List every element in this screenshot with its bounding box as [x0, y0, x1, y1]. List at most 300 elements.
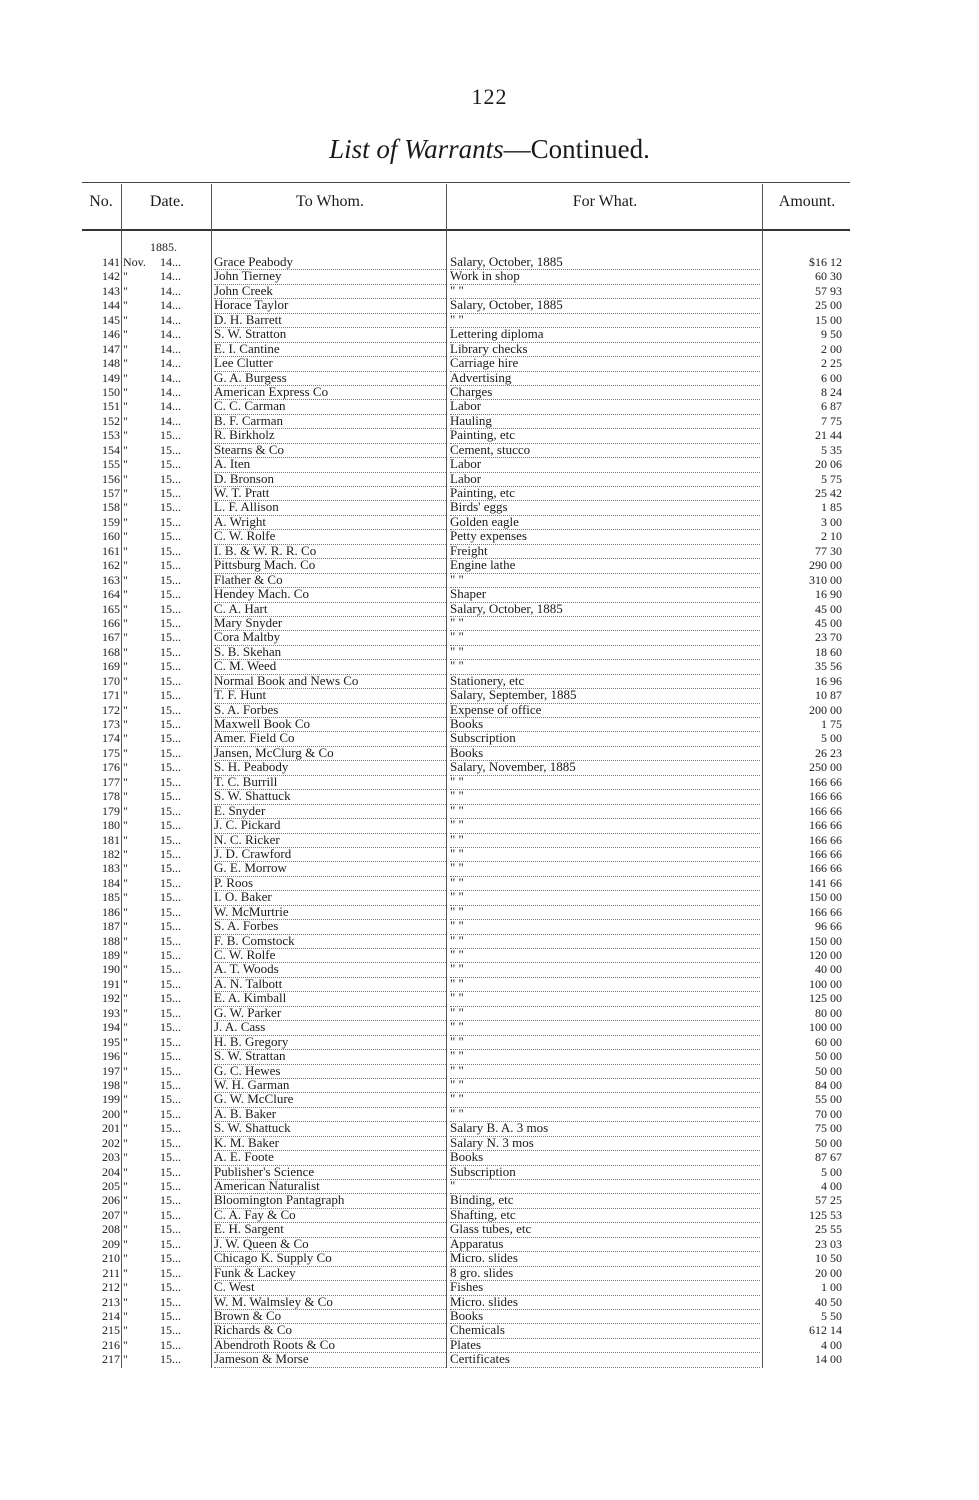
table-row: [82, 804, 850, 818]
warrant-day: 15...: [160, 1222, 181, 1237]
payment-purpose: Advertising: [450, 371, 760, 386]
warrant-number: 156: [102, 471, 120, 486]
table-row: [82, 1150, 850, 1164]
payment-amount: 20 06: [815, 457, 842, 472]
warrant-month: ": [123, 399, 128, 414]
warrant-month: ": [123, 558, 128, 573]
payee-name: W. McMurtrie: [214, 905, 446, 920]
payment-amount: 23 70: [815, 630, 842, 645]
warrant-number: 213: [102, 1294, 120, 1309]
warrant-number: 185: [102, 890, 120, 905]
payment-amount: 60 00: [815, 1034, 842, 1049]
warrant-day: 14...: [160, 283, 181, 298]
warrant-day: 15...: [160, 1179, 181, 1193]
table-row: [82, 876, 850, 890]
warrant-month: ": [123, 1121, 128, 1136]
payee-name: E. H. Sargent: [214, 1222, 446, 1237]
payment-amount: 50 00: [815, 1063, 842, 1078]
warrant-number: 144: [102, 298, 120, 313]
payee-name: Maxwell Book Co: [214, 717, 446, 732]
payment-amount: 166 66: [809, 846, 842, 861]
table-row: [82, 1237, 850, 1251]
warrant-day: 15...: [160, 717, 181, 731]
table-row: [82, 529, 850, 543]
payee-name: Jameson & Morse: [214, 1352, 446, 1367]
warrant-month: ": [123, 745, 128, 760]
warrant-day: 15...: [160, 1207, 181, 1222]
warrant-day: 15...: [160, 904, 181, 919]
warrant-number: 148: [102, 356, 120, 371]
payment-purpose: Charges: [450, 385, 760, 400]
payment-purpose: Books: [450, 717, 760, 732]
warrant-number: 165: [102, 601, 120, 616]
warrant-day: 15...: [160, 1352, 181, 1367]
table-row: [82, 674, 850, 688]
table-row: [82, 948, 850, 962]
payment-purpose: Salary B. A. 3 mos: [450, 1121, 760, 1136]
warrant-day: 14...: [160, 298, 181, 313]
table-row: [82, 890, 850, 904]
payment-purpose: " ": [450, 1064, 760, 1079]
warrant-month: ": [123, 1135, 128, 1150]
warrant-day: 14...: [160, 399, 181, 414]
payee-name: E. Snyder: [214, 804, 446, 819]
warrant-day: 15...: [160, 861, 181, 876]
payment-amount: 57 25: [815, 1193, 842, 1208]
payment-amount: 2 25: [821, 356, 842, 371]
payee-name: John Creek: [214, 284, 446, 299]
warrant-day: 15...: [160, 1049, 181, 1064]
payment-amount: 5 00: [821, 731, 842, 746]
payment-purpose: " ": [450, 573, 760, 588]
warrant-number: 199: [102, 1092, 120, 1107]
payment-amount: 26 23: [815, 745, 842, 760]
warrant-day: 15...: [160, 774, 181, 789]
payment-purpose: " ": [450, 948, 760, 963]
table-row: [82, 645, 850, 659]
warrant-number: 202: [102, 1135, 120, 1150]
payee-name: S. W. Shattuck: [214, 789, 446, 804]
table-row: [82, 1179, 850, 1193]
payee-name: Bloomington Pantagraph: [214, 1193, 446, 1208]
payment-amount: 1 00: [821, 1280, 842, 1295]
warrant-day: 15...: [160, 601, 181, 616]
warrant-month: ": [123, 1308, 128, 1323]
table-row: [82, 399, 850, 413]
payee-name: G. W. Parker: [214, 1006, 446, 1021]
warrant-day: 15...: [160, 702, 181, 717]
warrant-month: ": [123, 731, 128, 746]
payment-amount: 25 55: [815, 1222, 842, 1237]
payment-purpose: " ": [450, 833, 760, 848]
warrant-day: 15...: [160, 760, 181, 775]
warrant-number: 183: [102, 861, 120, 876]
warrant-number: 151: [102, 399, 120, 414]
payee-name: Horace Taylor: [214, 298, 446, 313]
payee-name: A. T. Woods: [214, 962, 446, 977]
warrant-number: 155: [102, 457, 120, 472]
payment-amount: 5 75: [821, 471, 842, 486]
payment-amount: 6 87: [821, 399, 842, 414]
warrant-number: 173: [102, 717, 120, 731]
payee-name: G. E. Morrow: [214, 861, 446, 876]
table-row: [82, 1165, 850, 1179]
warrant-month: ": [123, 1106, 128, 1121]
payment-amount: 3 00: [821, 514, 842, 529]
warrant-month: ": [123, 803, 128, 818]
warrant-day: 15...: [160, 1308, 181, 1323]
table-row: [82, 616, 850, 630]
payment-amount: 166 66: [809, 832, 842, 847]
payee-name: W. T. Pratt: [214, 486, 446, 501]
table-row: [82, 977, 850, 991]
warrant-day: 15...: [160, 832, 181, 847]
payee-name: I. O. Baker: [214, 890, 446, 905]
warrant-number: 200: [102, 1106, 120, 1121]
warrant-day: 15...: [160, 1265, 181, 1280]
warrant-month: ": [123, 1207, 128, 1222]
warrant-day: 15...: [160, 745, 181, 760]
warrant-month: ": [123, 717, 128, 731]
payee-name: Chicago K. Supply Co: [214, 1251, 446, 1266]
payment-purpose: " ": [450, 616, 760, 631]
payment-purpose: " ": [450, 1020, 760, 1035]
warrant-day: 15...: [160, 558, 181, 573]
warrant-number: 178: [102, 789, 120, 804]
warrant-month: ": [123, 442, 128, 457]
warrant-day: 14...: [160, 269, 181, 284]
payee-name: T. F. Hunt: [214, 688, 446, 703]
warrant-number: 159: [102, 514, 120, 529]
warrant-day: 15...: [160, 587, 181, 602]
warrant-month: ": [123, 486, 128, 500]
table-row: [82, 688, 850, 702]
warrant-day: 15...: [160, 1193, 181, 1208]
warrant-day: 15...: [160, 1005, 181, 1020]
warrant-number: 167: [102, 630, 120, 645]
warrant-number: 164: [102, 587, 120, 602]
payment-purpose: Books: [450, 1150, 760, 1165]
payment-amount: 166 66: [809, 789, 842, 804]
payee-name: J. W. Queen & Co: [214, 1237, 446, 1252]
payment-amount: 96 66: [815, 919, 842, 934]
table-row: [82, 1208, 850, 1222]
table-row: [82, 775, 850, 789]
warrant-day: 14...: [160, 370, 181, 385]
warrant-month: ": [123, 269, 128, 284]
payment-amount: 16 90: [815, 587, 842, 602]
payee-name: R. Birkholz: [214, 428, 446, 443]
table-row: [82, 1338, 850, 1352]
payment-amount: 150 00: [809, 890, 842, 905]
payee-name: T. C. Burrill: [214, 775, 446, 790]
warrant-day: 15...: [160, 471, 181, 486]
payee-name: A. Wright: [214, 515, 446, 530]
payee-name: E. A. Kimball: [214, 991, 446, 1006]
payment-amount: 87 67: [815, 1150, 842, 1165]
table-row: [82, 1323, 850, 1337]
payment-amount: 166 66: [809, 803, 842, 818]
payment-amount: 150 00: [809, 933, 842, 948]
payment-amount: 70 00: [815, 1106, 842, 1121]
warrant-month: ": [123, 976, 128, 991]
payment-purpose: Engine lathe: [450, 558, 760, 573]
warrant-day: 15...: [160, 659, 181, 674]
table-row: [82, 1035, 850, 1049]
payment-purpose: Stationery, etc: [450, 674, 760, 689]
warrant-number: 150: [102, 384, 120, 399]
warrant-month: ": [123, 1280, 128, 1295]
warrant-day: 15...: [160, 948, 181, 962]
table-row: [82, 1309, 850, 1323]
payee-name: P. Roos: [214, 876, 446, 891]
payment-purpose: Work in shop: [450, 269, 760, 284]
warrant-month: ": [123, 428, 128, 443]
payment-amount: 7 75: [821, 413, 842, 428]
warrant-day: 15...: [160, 789, 181, 804]
warrant-month: ": [123, 572, 128, 587]
warrant-month: ": [123, 1005, 128, 1020]
payment-amount: 125 53: [809, 1207, 842, 1222]
warrant-day: 14...: [160, 341, 181, 356]
warrant-number: 176: [102, 760, 120, 775]
table-row: [82, 269, 850, 283]
payment-amount: 9 50: [821, 327, 842, 342]
warrant-month: ": [123, 1179, 128, 1193]
table-row: [82, 934, 850, 948]
payment-purpose: " ": [450, 890, 760, 905]
warrant-day: 15...: [160, 818, 181, 833]
warrant-month: ": [123, 1034, 128, 1049]
payment-purpose: Certificates: [450, 1352, 760, 1367]
payee-name: A. B. Baker: [214, 1107, 446, 1122]
payment-purpose: Expense of office: [450, 703, 760, 718]
payment-amount: $16 12: [809, 255, 842, 269]
warrant-month: ": [123, 298, 128, 313]
payment-amount: 166 66: [809, 861, 842, 876]
warrant-day: 14...: [160, 312, 181, 327]
payment-purpose: " ": [450, 630, 760, 645]
payee-name: S. W. Strattan: [214, 1049, 446, 1064]
warrant-month: ": [123, 283, 128, 298]
warrant-number: 217: [102, 1352, 120, 1367]
warrant-day: 15...: [160, 919, 181, 934]
table-row: [82, 1092, 850, 1106]
payee-name: Normal Book and News Co: [214, 674, 446, 689]
table-row: [82, 1266, 850, 1280]
payee-name: S. B. Skehan: [214, 645, 446, 660]
payee-name: G. C. Hewes: [214, 1064, 446, 1079]
warrant-month: ": [123, 1092, 128, 1107]
warrant-day: 15...: [160, 1034, 181, 1049]
warrant-number: 163: [102, 572, 120, 587]
warrant-month: ": [123, 327, 128, 342]
table-row: [82, 284, 850, 298]
warrant-month: ": [123, 760, 128, 775]
table-row: [82, 298, 850, 312]
payment-purpose: Carriage hire: [450, 356, 760, 371]
table-row: [82, 1352, 850, 1366]
payment-amount: 5 35: [821, 442, 842, 457]
warrant-month: ": [123, 543, 128, 558]
warrant-month: ": [123, 991, 128, 1006]
warrant-month: ": [123, 384, 128, 399]
payment-purpose: " ": [450, 991, 760, 1006]
payment-purpose: Salary, November, 1885: [450, 760, 760, 775]
payee-name: Brown & Co: [214, 1309, 446, 1324]
payee-name: A. E. Foote: [214, 1150, 446, 1165]
payee-name: Funk & Lackey: [214, 1266, 446, 1281]
table-row: [82, 428, 850, 442]
warrant-number: 142: [102, 269, 120, 284]
table-row: [82, 1295, 850, 1309]
warrant-number: 169: [102, 659, 120, 674]
payee-name: C. A. Hart: [214, 602, 446, 617]
warrant-day: 14...: [160, 327, 181, 342]
warrant-number: 177: [102, 774, 120, 789]
payee-name: Mary Snyder: [214, 616, 446, 631]
warrant-number: 179: [102, 803, 120, 818]
warrant-month: ": [123, 529, 128, 544]
warrant-month: ": [123, 312, 128, 327]
warrant-month: ": [123, 630, 128, 645]
warrant-day: 15...: [160, 457, 181, 472]
warrant-day: 15...: [160, 1150, 181, 1165]
payee-name: Abendroth Roots & Co: [214, 1338, 446, 1353]
payee-name: Grace Peabody: [214, 255, 446, 270]
table-row: [82, 1064, 850, 1078]
warrant-day: 15...: [160, 846, 181, 861]
warrant-table-body: [82, 255, 850, 1367]
payment-purpose: " ": [450, 1035, 760, 1050]
warrant-day: 14...: [160, 356, 181, 371]
payment-purpose: " ": [450, 659, 760, 674]
payment-amount: 4 00: [821, 1337, 842, 1352]
warrant-number: 205: [102, 1179, 120, 1193]
payment-amount: 21 44: [815, 428, 842, 443]
payee-name: S. W. Stratton: [214, 327, 446, 342]
warrant-number: 211: [102, 1265, 120, 1280]
warrant-month: ": [123, 948, 128, 962]
warrant-number: 145: [102, 312, 120, 327]
payment-amount: 8 24: [821, 384, 842, 399]
payment-amount: 25 42: [815, 486, 842, 500]
payment-purpose: Freight: [450, 544, 760, 559]
table-row: [82, 905, 850, 919]
payment-amount: 166 66: [809, 904, 842, 919]
payment-amount: 50 00: [815, 1135, 842, 1150]
warrant-number: 207: [102, 1207, 120, 1222]
payment-purpose: " ": [450, 934, 760, 949]
payee-name: I. B. & W. R. R. Co: [214, 544, 446, 559]
warrant-day: 15...: [160, 890, 181, 905]
warrant-month: ": [123, 904, 128, 919]
warrant-number: 174: [102, 731, 120, 746]
table-row: [82, 500, 850, 514]
payee-name: C. C. Carman: [214, 399, 446, 414]
warrant-day: 14...: [160, 413, 181, 428]
payment-purpose: " ": [450, 789, 760, 804]
table-row: [82, 544, 850, 558]
warrant-day: 15...: [160, 991, 181, 1006]
payment-amount: 310 00: [809, 572, 842, 587]
warrant-number: 181: [102, 832, 120, 847]
warrant-number: 191: [102, 976, 120, 991]
warrant-number: 197: [102, 1063, 120, 1078]
warrant-month: ": [123, 846, 128, 861]
payment-purpose: " ": [450, 905, 760, 920]
warrant-day: 15...: [160, 1020, 181, 1035]
warrant-day: 15...: [160, 1164, 181, 1179]
payee-name: Publisher's Science: [214, 1165, 446, 1180]
table-row: [82, 371, 850, 385]
payment-amount: 14 00: [815, 1352, 842, 1367]
warrant-month: ": [123, 1265, 128, 1280]
payment-purpose: " ": [450, 818, 760, 833]
warrant-number: 204: [102, 1164, 120, 1179]
warrant-number: 168: [102, 644, 120, 659]
payee-name: D. Bronson: [214, 472, 446, 487]
payment-purpose: Apparatus: [450, 1237, 760, 1252]
warrant-number: 158: [102, 500, 120, 515]
warrant-month: ": [123, 601, 128, 616]
page-title-italic: List of Warrants: [329, 134, 504, 164]
table-row: [82, 833, 850, 847]
payment-purpose: " ": [450, 645, 760, 660]
payee-name: Stearns & Co: [214, 443, 446, 458]
warrant-number: 141: [102, 255, 120, 269]
payment-purpose: Lettering diploma: [450, 327, 760, 342]
warrant-number: 175: [102, 745, 120, 760]
payment-amount: 612 14: [809, 1323, 842, 1338]
payee-name: Amer. Field Co: [214, 731, 446, 746]
payee-name: American Express Co: [214, 385, 446, 400]
warrant-month: ": [123, 1251, 128, 1266]
payment-amount: 15 00: [815, 312, 842, 327]
payee-name: D. H. Barrett: [214, 313, 446, 328]
payment-amount: 2 10: [821, 529, 842, 544]
warrant-day: 15...: [160, 514, 181, 529]
payee-name: Lee Clutter: [214, 356, 446, 371]
payment-amount: 23 03: [815, 1236, 842, 1251]
payment-purpose: Salary, October, 1885: [450, 298, 760, 313]
payment-amount: 290 00: [809, 558, 842, 573]
page-title: [0, 134, 979, 165]
table-row: [82, 443, 850, 457]
payment-purpose: Chemicals: [450, 1323, 760, 1338]
payment-purpose: Painting, etc: [450, 428, 760, 443]
table-row: [82, 717, 850, 731]
table-row: [82, 1251, 850, 1265]
table-row: [82, 919, 850, 933]
table-row: [82, 659, 850, 673]
payee-name: F. B. Comstock: [214, 934, 446, 949]
payee-name: John Tierney: [214, 269, 446, 284]
table-row: [82, 1006, 850, 1020]
warrant-day: 15...: [160, 673, 181, 688]
payee-name: A. Iten: [214, 457, 446, 472]
warrant-number: 193: [102, 1005, 120, 1020]
payee-name: S. A. Forbes: [214, 703, 446, 718]
warrant-month: ": [123, 1222, 128, 1237]
payment-purpose: Labor: [450, 472, 760, 487]
payee-name: E. I. Cantine: [214, 342, 446, 357]
warrant-number: 215: [102, 1323, 120, 1338]
table-row: [82, 991, 850, 1005]
payment-purpose: " ": [450, 1006, 760, 1021]
warrant-number: 192: [102, 991, 120, 1006]
warrant-month: ": [123, 875, 128, 890]
